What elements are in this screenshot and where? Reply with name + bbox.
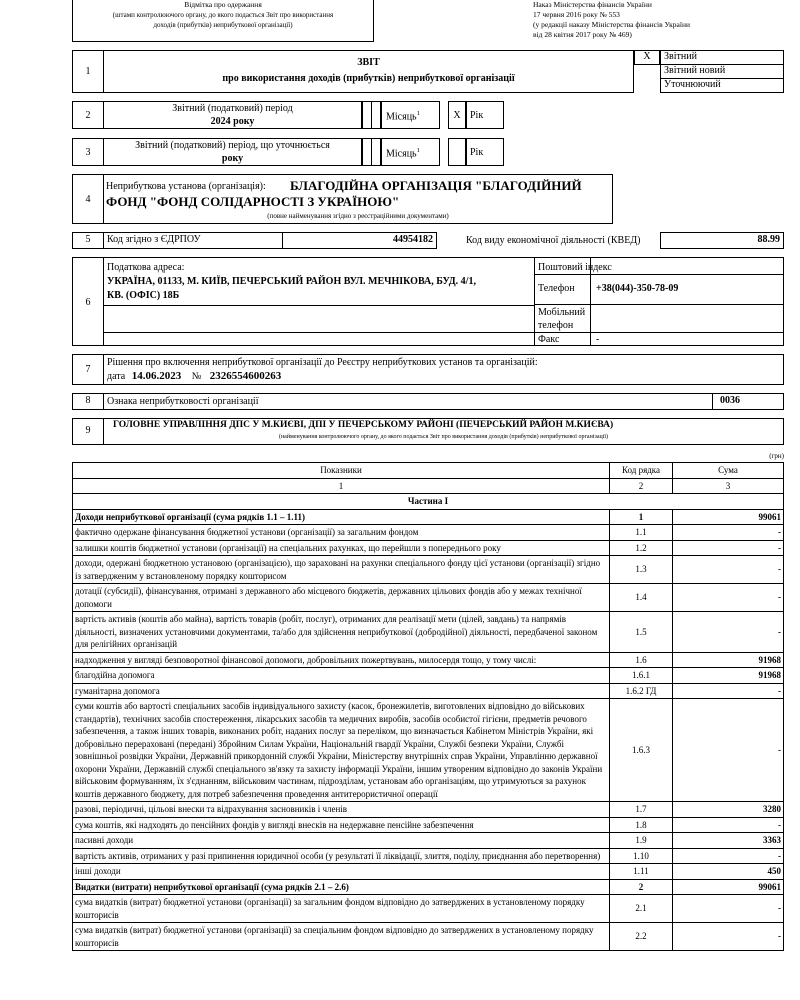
order-line2: 17 червня 2016 року № 553 bbox=[533, 10, 620, 19]
row-indicator: залишки коштів бюджетної установи (організації) на спеціальних рахунках, що перейшли з попереднього року bbox=[73, 540, 610, 556]
row-indicator: інші доходи bbox=[73, 864, 610, 880]
phone-value: +38(044)-350-78-09 bbox=[596, 283, 679, 294]
corr-year-mark-cell[interactable] bbox=[448, 138, 466, 166]
row4-num: 4 bbox=[85, 194, 91, 205]
row-sum[interactable]: - bbox=[673, 848, 784, 864]
row-sum[interactable]: - bbox=[673, 683, 784, 699]
table-row bbox=[73, 584, 784, 612]
address-label: Податкова адреса: bbox=[107, 262, 185, 273]
row-indicator: доходи, одержані бюджетною установою (організацією), що зараховані на рахунки спеціального фонду цієї установи (організації) згідно із затвердженим у встановленому порядку кошторисом bbox=[73, 556, 610, 584]
table-row bbox=[73, 879, 784, 895]
order-line3: (у редакції наказу Міністерства фінансів України bbox=[533, 20, 690, 29]
part-row bbox=[73, 494, 784, 510]
report-subtitle: про використання доходів (прибутків) неприбуткової організації bbox=[222, 73, 515, 84]
header-code: Код рядка bbox=[610, 463, 673, 479]
table-row bbox=[73, 864, 784, 880]
row-code: 1.10 bbox=[610, 848, 673, 864]
row-sum[interactable]: - bbox=[673, 540, 784, 556]
stamp-title: Відмітка про одержання bbox=[184, 0, 262, 9]
row2-num: 2 bbox=[85, 110, 91, 121]
organization-label: Неприбуткова установа (організація): bbox=[106, 181, 266, 192]
table-row bbox=[73, 540, 784, 556]
row-indicator: вартість активів (коштів або майна), вартість товарів (робіт, послуг), отриманих для реалізації мети (цілей, завдань) та напрямів діяльності, визначених установчими документами, та/або для здійснення неприбуткової (добродійної) діяльності, передбаченої законом для релігійних організацій bbox=[73, 612, 610, 653]
mobile-label1: Мобільний bbox=[538, 307, 586, 318]
row-code: 1.2 bbox=[610, 540, 673, 556]
phone-label: Телефон bbox=[538, 283, 575, 294]
row-sum[interactable]: - bbox=[673, 612, 784, 653]
row-code: 1.7 bbox=[610, 802, 673, 818]
corr-month-label-text: Місяць bbox=[386, 148, 417, 160]
year-mark: X bbox=[453, 110, 461, 121]
table-row bbox=[73, 817, 784, 833]
row-indicator: Доходи неприбуткової організації (сума рядків 1.1 – 1.11) bbox=[73, 509, 610, 525]
row-indicator: благодійна допомога bbox=[73, 668, 610, 684]
table-row bbox=[73, 668, 784, 684]
row-indicator: разові, періодичні, цільові внески та відрахування засновників і членів bbox=[73, 802, 610, 818]
table-header-row bbox=[73, 463, 784, 479]
row-indicator: фактично одержане фінансування бюджетної установи (організації) за загальним фондом bbox=[73, 525, 610, 541]
corrected-period-year: року bbox=[221, 153, 244, 164]
row-sum[interactable]: - bbox=[673, 699, 784, 802]
mobile-label2: телефон bbox=[538, 320, 574, 331]
fax-label: Факс bbox=[538, 334, 560, 345]
table-row bbox=[73, 509, 784, 525]
row-code: 1.1 bbox=[610, 525, 673, 541]
row-code: 1.5 bbox=[610, 612, 673, 653]
address-divider1 bbox=[103, 305, 535, 306]
row-sum[interactable]: 3280 bbox=[673, 802, 784, 818]
row-sum[interactable]: 99061 bbox=[673, 509, 784, 525]
row-sum[interactable]: - bbox=[673, 584, 784, 612]
income-table-body bbox=[73, 463, 784, 951]
table-row bbox=[73, 895, 784, 923]
registry-number: 2326554600263 bbox=[209, 370, 282, 382]
row-sum[interactable]: 3363 bbox=[673, 833, 784, 849]
organization-name-line2: ФОНД "ФОНД СОЛІДАРНОСТІ З УКРАЇНОЮ" bbox=[106, 194, 400, 209]
type-mark-0-text: X bbox=[643, 51, 651, 62]
row-code: 1.11 bbox=[610, 864, 673, 880]
row6-num: 6 bbox=[85, 297, 91, 308]
tax-office-name: ГОЛОВНЕ УПРАВЛІННЯ ДПС У М.КИЄВІ, ДПІ У ПЕЧЕРСЬКОМУ РАЙОНІ (ПЕЧЕРСЬКИЙ РАЙОН М.КИЄВА) bbox=[113, 420, 614, 430]
registry-no-label: № bbox=[191, 371, 202, 382]
address-line2: КВ. (ОФІС) 18Б bbox=[107, 290, 180, 301]
registry-date: 14.06.2023 bbox=[131, 370, 182, 382]
kved-value: 88.99 bbox=[757, 234, 780, 245]
corr-year-label: Рік bbox=[470, 147, 484, 158]
edrpou-label: Код згідно з ЄДРПОУ bbox=[107, 234, 201, 245]
corrected-period-label: Звітний (податковий) період, що уточнюється bbox=[135, 140, 330, 151]
organization-name-line1: БЛАГОДІЙНА ОРГАНІЗАЦІЯ "БЛАГОДІЙНИЙ bbox=[290, 178, 582, 193]
period-year-suffix: року bbox=[233, 116, 255, 127]
period-year-value: 2024 bbox=[210, 116, 231, 127]
row-indicator: сума коштів, які надходять до пенсійних фондів у вигляді внесків на недержавне пенсійне забезпечення bbox=[73, 817, 610, 833]
address-line1: УКРАЇНА, 01133, М. КИЇВ, ПЕЧЕРСЬКИЙ РАЙОН ВУЛ. МЕЧНІКОВА, БУД. 4/1, bbox=[107, 276, 476, 287]
corr-month-label bbox=[386, 147, 420, 159]
row-sum[interactable]: - bbox=[673, 923, 784, 951]
contacts-div1 bbox=[534, 274, 784, 275]
year-label: Рік bbox=[470, 110, 484, 121]
row-code: 1.6.2 ГД bbox=[610, 683, 673, 699]
corr-month-sup: 1 bbox=[416, 147, 420, 154]
row-indicator: пасивні доходи bbox=[73, 833, 610, 849]
row5-num: 5 bbox=[85, 234, 91, 245]
row-code: 1.9 bbox=[610, 833, 673, 849]
tax-office-note: (найменування контролюючого органу, до якого подається Звіт про використання доходів (прибутків) неприбуткової організації) bbox=[278, 434, 609, 440]
month-label-text: Місяць bbox=[386, 111, 417, 123]
row-code: 1.4 bbox=[610, 584, 673, 612]
nonprofit-sign-label: Ознака неприбутковості організації bbox=[107, 396, 259, 407]
row-indicator: суми коштів або вартості спеціальних засобів індивідуального захисту (касок, бронежилетів, виготовлених відповідно до військових стандартів), технічних засобів спостереження, лікарських засобів та медичних виробів, засобів особистої гігієни, предметів речового забезпечення, а також інших товарів, виконаних робіт, наданих послуг за переліком, що визначається Кабінетом Міністрів України, які добровільно перераховані (передані) Збройним Силам України, Національній гвардії України, Службі безпеки України, Службі зовнішньої розвідки України, Державній прикордонній службі України, Міністерству внутрішніх справ України, Управлінню державної охорони України, Державній службі спеціального зв'язку та захисту інформації України, іншим утвореним відповідно до законів України військовим формуванням, їх з'єднанням, військовим частинам, підрозділам, установам або організаціям, що утримуються за рахунок коштів державного бюджету, для потреб забезпечення проведення антитерористичної операції bbox=[73, 699, 610, 802]
row-sum[interactable]: 450 bbox=[673, 864, 784, 880]
stamp-text bbox=[72, 0, 374, 30]
contacts-div3 bbox=[534, 332, 784, 333]
row-code: 2.1 bbox=[610, 895, 673, 923]
row-sum[interactable]: - bbox=[673, 817, 784, 833]
mobile-label bbox=[538, 306, 585, 332]
organization-note: (повне найменування згідно з реєстраційними документами) bbox=[267, 212, 449, 220]
row3-num: 3 bbox=[85, 147, 91, 158]
row1-num: 1 bbox=[85, 66, 91, 77]
row-code: 1 bbox=[610, 509, 673, 525]
table-row bbox=[73, 683, 784, 699]
month-label bbox=[386, 110, 420, 122]
table-row bbox=[73, 652, 784, 668]
header-indicators: Показники bbox=[73, 463, 610, 479]
income-table bbox=[72, 462, 784, 951]
row-sum[interactable]: - bbox=[673, 525, 784, 541]
type-label-2: Уточнюючий bbox=[664, 79, 721, 90]
row-code: 2 bbox=[610, 879, 673, 895]
table-row bbox=[73, 923, 784, 951]
table-header-nums-row bbox=[73, 478, 784, 494]
row-indicator: сума видатків (витрат) бюджетної установи (організації) за загальним фондом відповідно до затверджених в установленому порядку кошторисів bbox=[73, 895, 610, 923]
row-indicator: Видатки (витрати) неприбуткової організації (сума рядків 2.1 – 2.6) bbox=[73, 879, 610, 895]
part-title: Частина I bbox=[73, 494, 784, 510]
kved-label: Код виду економічної діяльності (КВЕД) bbox=[466, 235, 641, 246]
fax-value: - bbox=[596, 334, 600, 345]
edrpou-value: 44954182 bbox=[393, 234, 433, 245]
header-num-2: 2 bbox=[610, 478, 673, 494]
table-row bbox=[73, 556, 784, 584]
row-sum[interactable]: - bbox=[673, 556, 784, 584]
stamp-note2: доходів (прибутків) неприбуткової організації) bbox=[153, 21, 293, 29]
stamp-note1: (штамп контролюючого органу, до якого подається Звіт про використання bbox=[112, 11, 334, 19]
row9-num: 9 bbox=[85, 425, 91, 436]
row-sum[interactable]: 91968 bbox=[673, 668, 784, 684]
contacts-div2 bbox=[534, 304, 784, 305]
period-label: Звітний (податковий) період bbox=[172, 103, 293, 114]
row-code: 1.8 bbox=[610, 817, 673, 833]
row-indicator: сума видатків (витрат) бюджетної установи (організації) за спеціальним фондом відповідно до затверджених в установленому порядку кошторисів bbox=[73, 923, 610, 951]
postal-label: Поштовий індекс bbox=[538, 262, 612, 273]
month-digit-2[interactable] bbox=[371, 101, 381, 129]
order-line4: від 28 квітня 2017 року № 469) bbox=[533, 30, 632, 39]
order-line1: Наказ Міністерства фінансів України bbox=[533, 0, 652, 9]
registry-label: Рішення про включення неприбуткової організації до Реєстру неприбуткових установ та організацій: bbox=[107, 357, 538, 368]
nonprofit-sign-value: 0036 bbox=[720, 395, 740, 406]
row-code: 1.6 bbox=[610, 652, 673, 668]
currency-note: (грн) bbox=[769, 452, 784, 460]
order-reference bbox=[533, 0, 690, 40]
row8-num: 8 bbox=[85, 395, 91, 406]
table-row bbox=[73, 833, 784, 849]
row-indicator: гуманітарна допомога bbox=[73, 683, 610, 699]
header-sum: Сума bbox=[673, 463, 784, 479]
table-row bbox=[73, 848, 784, 864]
registry-decision bbox=[107, 370, 281, 382]
row-indicator: вартість активів, отриманих у разі припинення юридичної особи (у результаті її ліквідації, злиття, поділу, приєднання або перетворення) bbox=[73, 848, 610, 864]
row-sum[interactable]: 99061 bbox=[673, 879, 784, 895]
row-sum[interactable]: 91968 bbox=[673, 652, 784, 668]
period-year bbox=[103, 116, 362, 127]
table-row bbox=[73, 802, 784, 818]
table-row bbox=[73, 612, 784, 653]
row-code: 2.2 bbox=[610, 923, 673, 951]
month-sup: 1 bbox=[416, 110, 420, 117]
table-row bbox=[73, 699, 784, 802]
report-title: ЗВІТ bbox=[357, 57, 380, 68]
header-num-3: 3 bbox=[673, 478, 784, 494]
row-sum[interactable]: - bbox=[673, 895, 784, 923]
row-indicator: дотації (субсидії), фінансування, отримані з державного або місцевого бюджетів, державних цільових фондів або у межах технічної допомоги bbox=[73, 584, 610, 612]
type-label-1: Звітний новий bbox=[664, 65, 726, 76]
header-num-1: 1 bbox=[73, 478, 610, 494]
row-indicator: надходження у вигляді безповоротної фінансової допомоги, добровільних пожертвувань, милосердя тощо, у тому числі: bbox=[73, 652, 610, 668]
address-divider2 bbox=[103, 332, 535, 333]
corr-month-digit-2[interactable] bbox=[371, 138, 381, 166]
table-row bbox=[73, 525, 784, 541]
type-label-0: Звітний bbox=[664, 51, 697, 62]
row-code: 1.3 bbox=[610, 556, 673, 584]
row7-num: 7 bbox=[85, 364, 91, 375]
registry-date-label: дата bbox=[107, 371, 126, 382]
row-code: 1.6.3 bbox=[610, 699, 673, 802]
row-code: 1.6.1 bbox=[610, 668, 673, 684]
